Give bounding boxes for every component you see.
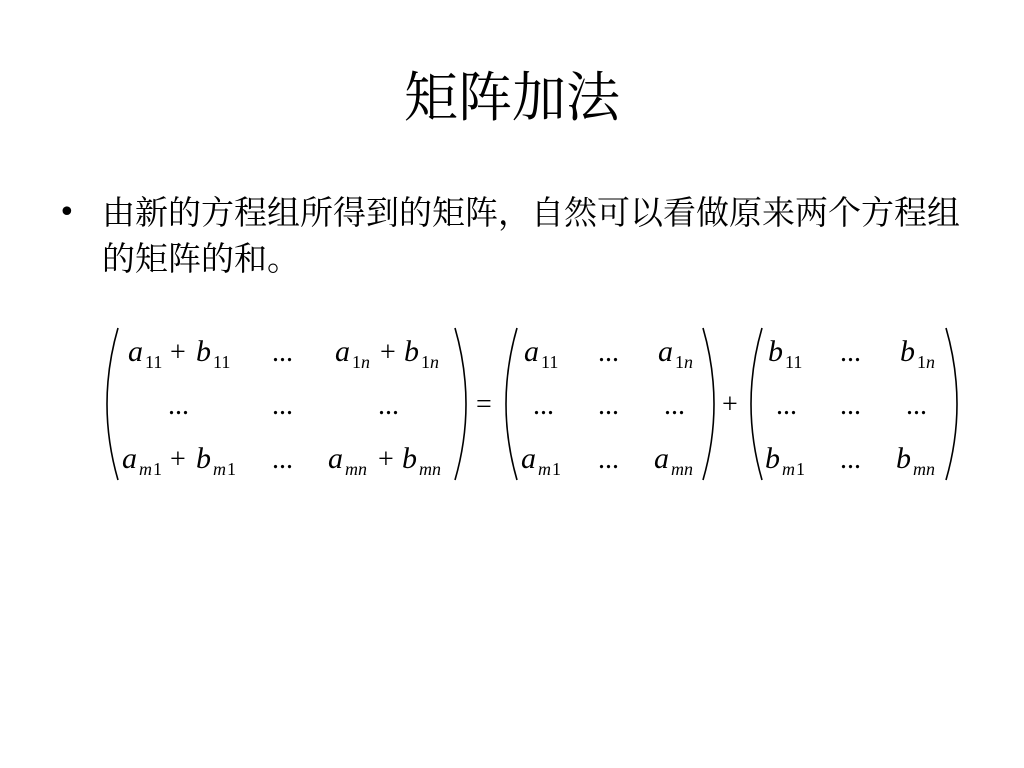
matrix-b-close-paren — [946, 328, 957, 480]
svg-text:+: + — [170, 444, 186, 475]
svg-text:b: b — [900, 335, 915, 368]
matrix-b-open-paren — [751, 328, 762, 480]
left-matrix-open-paren — [107, 328, 118, 480]
svg-text:m: m — [139, 459, 152, 479]
svg-text:a: a — [122, 442, 137, 475]
bullet-dot-icon: • — [58, 195, 76, 230]
svg-text:b: b — [404, 335, 419, 368]
matrix-a-cell-r2c2: ... — [598, 390, 619, 421]
left-matrix-cell-r3c3 — [328, 442, 441, 479]
matrix-a-cell-r1c3 — [658, 335, 693, 372]
svg-text:a: a — [654, 442, 669, 475]
svg-text:11: 11 — [541, 352, 559, 372]
svg-text:a: a — [658, 335, 673, 368]
left-matrix-cell-r1c1 — [128, 335, 230, 372]
matrix-a-cell-r2c1: ... — [533, 390, 554, 421]
svg-text:11: 11 — [145, 352, 163, 372]
bullet-text: 由新的方程组所得到的矩阵，自然可以看做原来两个方程组的矩阵的和。 — [102, 193, 960, 278]
svg-text:b: b — [765, 442, 780, 475]
svg-text:mn: mn — [345, 459, 367, 479]
svg-text:+: + — [170, 337, 186, 368]
matrix-a-cell-r2c3: ... — [664, 390, 685, 421]
svg-text:11: 11 — [785, 352, 803, 372]
svg-text:mn: mn — [671, 459, 693, 479]
svg-text:1: 1 — [421, 352, 430, 372]
matrix-a-cell-r3c1 — [521, 442, 561, 479]
matrix-a-cell-r1c1 — [524, 335, 558, 372]
svg-text:n: n — [684, 352, 693, 372]
plus-sign: + — [722, 389, 738, 420]
matrix-b-cell-r2c1: ... — [776, 390, 797, 421]
matrix-a-cell-r3c2: ... — [598, 444, 619, 475]
svg-text:1: 1 — [352, 352, 361, 372]
left-matrix-cell-r3c1 — [122, 442, 236, 479]
matrix-b-cell-r3c3 — [896, 442, 935, 479]
left-matrix-cell-r2c3: ... — [378, 390, 399, 421]
svg-text:a: a — [524, 335, 539, 368]
svg-text:n: n — [361, 352, 370, 372]
equals-sign: = — [476, 389, 492, 420]
matrix-a-open-paren — [506, 328, 517, 480]
matrix-a-cell-r1c2: ... — [598, 337, 619, 368]
svg-text:b: b — [196, 335, 211, 368]
svg-text:mn: mn — [913, 459, 935, 479]
svg-text:n: n — [926, 352, 935, 372]
svg-text:a: a — [521, 442, 536, 475]
matrix-b-cell-r1c3 — [900, 335, 935, 372]
svg-text:m: m — [213, 459, 226, 479]
svg-text:a: a — [328, 442, 343, 475]
svg-text:11: 11 — [213, 352, 231, 372]
svg-text:b: b — [896, 442, 911, 475]
svg-text:+: + — [380, 337, 396, 368]
svg-text:m: m — [538, 459, 551, 479]
svg-text:b: b — [196, 442, 211, 475]
svg-text:b: b — [402, 442, 417, 475]
svg-text:n: n — [430, 352, 439, 372]
left-matrix-cell-r1c2: ... — [272, 337, 293, 368]
matrix-a-close-paren — [703, 328, 714, 480]
slide-title: 矩阵加法 — [404, 66, 620, 129]
svg-text:1: 1 — [796, 459, 805, 479]
svg-text:1: 1 — [552, 459, 561, 479]
matrix-b-cell-r1c2: ... — [840, 337, 861, 368]
svg-text:a: a — [128, 335, 143, 368]
svg-text:1: 1 — [227, 459, 236, 479]
left-matrix-cell-r3c2: ... — [272, 444, 293, 475]
left-matrix-cell-r1c3 — [335, 335, 439, 372]
svg-text:+: + — [378, 444, 394, 475]
left-matrix-cell-r2c1: ... — [168, 390, 189, 421]
matrix-b-cell-r2c2: ... — [840, 390, 861, 421]
svg-text:mn: mn — [419, 459, 441, 479]
svg-text:a: a — [335, 335, 350, 368]
svg-text:1: 1 — [675, 352, 684, 372]
matrix-b-cell-r2c3: ... — [906, 390, 927, 421]
matrix-b-cell-r3c1 — [765, 442, 805, 479]
svg-text:m: m — [782, 459, 795, 479]
svg-text:1: 1 — [917, 352, 926, 372]
matrix-b-cell-r3c2: ... — [840, 444, 861, 475]
left-matrix-close-paren — [455, 328, 466, 480]
left-matrix-cell-r2c2: ... — [272, 390, 293, 421]
svg-text:b: b — [768, 335, 783, 368]
matrix-a-cell-r3c3 — [654, 442, 693, 479]
svg-text:1: 1 — [153, 459, 162, 479]
matrix-b-cell-r1c1 — [768, 335, 802, 372]
